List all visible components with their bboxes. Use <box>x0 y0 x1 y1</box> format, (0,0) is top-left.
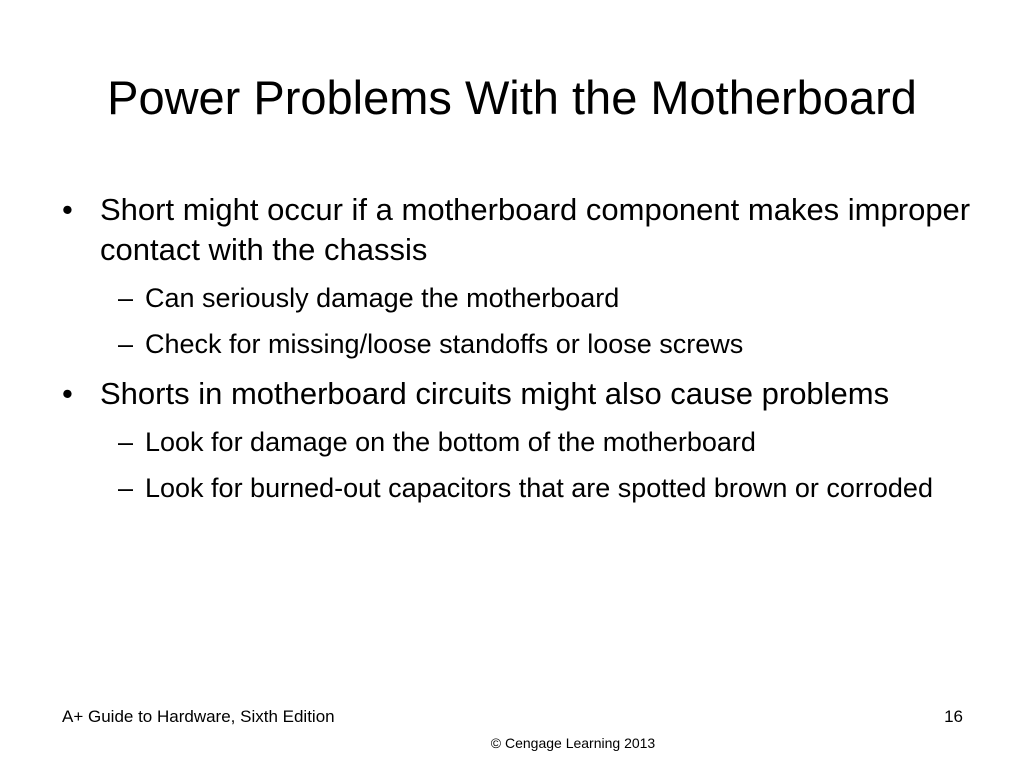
sub-bullet-1-1 <box>55 280 975 316</box>
bullet-1 <box>55 190 975 270</box>
bullet-text: Shorts in motherboard circuits might also cause problems <box>100 376 890 411</box>
footer-book-title: A+ Guide to Hardware, Sixth Edition <box>62 707 335 726</box>
bullet-marker: • <box>62 192 73 227</box>
bullet-text: Short might occur if a motherboard component makes improper contact with the chassis <box>100 192 971 267</box>
dash-marker: – <box>118 283 134 313</box>
sub-bullet-text: Look for damage on the bottom of the motherboard <box>145 427 756 457</box>
slide-title: Power Problems With the Motherboard <box>107 71 917 124</box>
page-number: 16 <box>944 707 963 726</box>
slide-body <box>55 190 975 514</box>
dash-marker: – <box>118 329 134 359</box>
sub-bullet-2-2 <box>55 470 975 506</box>
sub-bullet-2-1 <box>55 424 975 460</box>
copyright-notice: © Cengage Learning 2013 <box>490 735 656 751</box>
sub-bullet-text: Check for missing/loose standoffs or loose screws <box>145 329 744 359</box>
bullet-2 <box>55 374 975 414</box>
sub-bullet-text: Look for burned-out capacitors that are spotted brown or corroded <box>145 473 933 503</box>
sub-bullet-1-2 <box>55 326 975 362</box>
bullet-marker: • <box>62 376 73 411</box>
dash-marker: – <box>118 473 134 503</box>
sub-bullet-text: Can seriously damage the motherboard <box>145 283 620 313</box>
dash-marker: – <box>118 427 134 457</box>
